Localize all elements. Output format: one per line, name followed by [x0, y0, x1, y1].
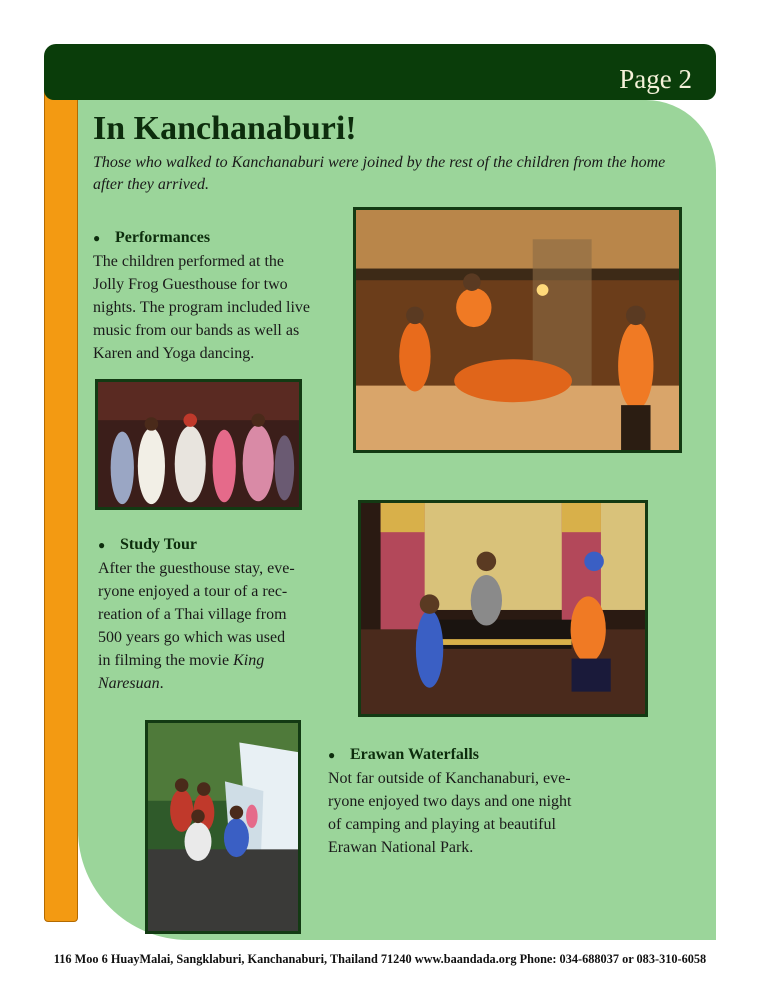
movie-title-part: King: [233, 652, 265, 669]
erawan-line: Erawan National Park.: [328, 839, 474, 856]
performances-body: [93, 250, 343, 365]
study-tour-line: After the guesthouse stay, eve-: [98, 560, 295, 577]
performances-line: nights. The program included live: [93, 299, 310, 316]
study-tour-heading: [98, 536, 197, 554]
movie-title-part: Naresuan: [98, 675, 160, 692]
left-accent-bar: [44, 60, 78, 922]
period: .: [159, 675, 164, 692]
study-tour-photo: [358, 500, 648, 717]
study-tour-line: in filming the movie: [98, 652, 230, 669]
erawan-heading-text: Erawan Waterfalls: [350, 746, 480, 763]
study-tour-line: 500 years go which was used: [98, 629, 286, 646]
erawan-heading: [328, 746, 479, 764]
study-tour-body: [98, 557, 348, 695]
header-bar: [44, 44, 716, 100]
waterfall-photo: [145, 720, 301, 934]
erawan-line: Not far outside of Kanchanaburi, eve-: [328, 770, 571, 787]
erawan-line: of camping and playing at beautiful: [328, 816, 556, 833]
dancing-photo: [95, 379, 302, 510]
erawan-body: [328, 767, 628, 859]
footer-contact: 116 Moo 6 HuayMalai, Sangklaburi, Kanchanaburi, Thailand 71240 www.baandada.org Phone: 034-688037 or 083-310-6058: [53, 952, 707, 966]
study-tour-line: reation of a Thai village from: [98, 606, 287, 623]
study-tour-heading-text: Study Tour: [120, 536, 197, 553]
performance-photo: [353, 207, 682, 453]
page-number: Page 2: [619, 64, 692, 94]
erawan-line: ryone enjoyed two days and one night: [328, 793, 572, 810]
bullet-icon: ●: [98, 538, 106, 552]
page-subtitle: Those who walked to Kanchanaburi were joined by the rest of the children from the home after they arrived.: [93, 154, 666, 193]
performances-line: The children performed at the: [93, 253, 285, 270]
performances-heading: [93, 229, 210, 247]
performances-line: Jolly Frog Guesthouse for two: [93, 276, 288, 293]
bullet-icon: ●: [93, 231, 101, 245]
performances-line: Karen and Yoga dancing.: [93, 345, 255, 362]
performances-line: music from our bands as well as: [93, 322, 300, 339]
study-tour-line: ryone enjoyed a tour of a rec-: [98, 583, 288, 600]
performances-heading-text: Performances: [115, 229, 211, 246]
page-title: In Kanchanaburi!: [93, 110, 357, 147]
bullet-icon: ●: [328, 748, 336, 762]
